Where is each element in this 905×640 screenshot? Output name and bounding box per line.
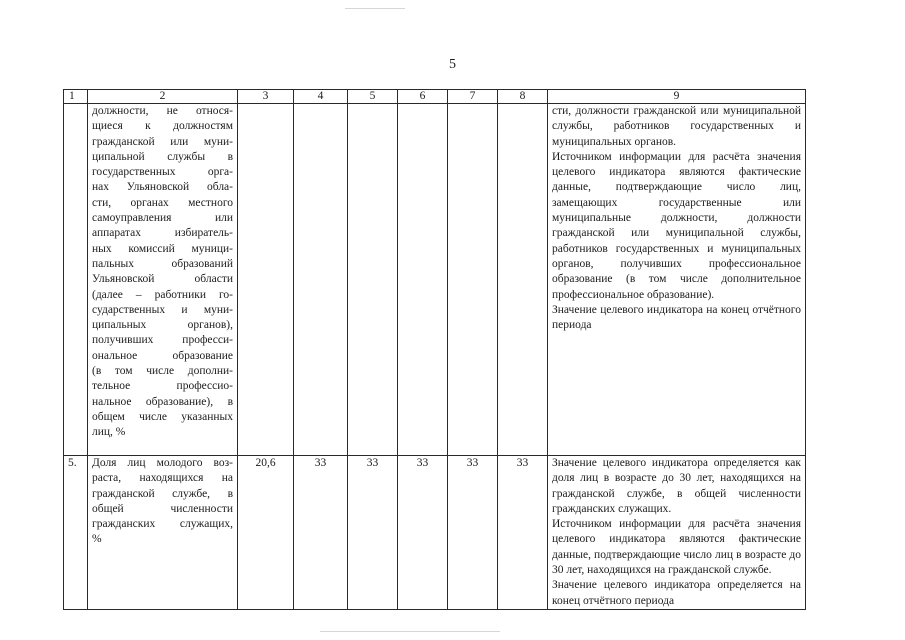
indicator-name-line: лиц, % — [92, 426, 126, 439]
description-paragraph: Значение целевого индикатора определяется на конец отчётного периода — [552, 579, 801, 607]
indicator-name-line: пальных образований — [92, 257, 233, 270]
indicator-name-line: ципальных органов), — [92, 319, 233, 332]
indicator-name-line: аппаратах избиратель- — [92, 227, 233, 240]
column-header: 1 — [64, 90, 88, 104]
value-cell: 33 — [448, 456, 498, 610]
indicator-name-line: щиеся к должностям — [92, 120, 233, 133]
indicator-name-line: сти, органах местного — [92, 196, 233, 209]
indicator-name-line: самоуправления или — [92, 212, 233, 225]
indicator-name-line: ональное образование — [92, 349, 233, 362]
description-paragraph: Источником информации для расчёта значения целевого индикатора являются фактические данные, подтверждающие число лиц, замещающих государственные или муниципальные должности, должности гражданской или муниципальной службы, работников государственных и муниципальных органов, получивших профессиональное образование (в том числе дополнительное профессиональное образование). — [552, 150, 801, 301]
indicator-name-line: гражданских служащих, — [92, 518, 233, 531]
indicator-name-line: тельное профессио- — [92, 380, 233, 393]
indicator-name-line: % — [92, 533, 102, 546]
description-cell — [548, 104, 806, 456]
value-cell: 33 — [348, 456, 398, 610]
indicator-name-line: (далее – работники го- — [92, 288, 233, 301]
description-paragraph: Значение целевого индикатора определяется как доля лиц в возрасте до 30 лет, находящихся на гражданской службе, в общей численности гражданских служащих. — [552, 457, 801, 515]
column-header: 4 — [294, 90, 348, 104]
indicator-name-line: ных комиссий муници- — [92, 242, 233, 255]
indicator-name — [92, 456, 233, 548]
column-header: 5 — [348, 90, 398, 104]
column-header: 3 — [238, 90, 294, 104]
value-cell — [498, 104, 548, 456]
value-cell: 33 — [498, 456, 548, 610]
table-row — [64, 456, 806, 610]
value-cell: 33 — [398, 456, 448, 610]
scan-artifact — [345, 8, 405, 9]
indicator-name-line: получивших професси- — [92, 334, 233, 347]
table-header-row — [64, 90, 806, 104]
value-cell — [294, 104, 348, 456]
indicator-name-cell — [88, 104, 238, 456]
description-paragraph: сти, должности гражданской или муниципальной службы, работников государственных и муниципальных органов. — [552, 105, 801, 148]
column-header: 2 — [88, 90, 238, 104]
value-cell — [238, 104, 294, 456]
page-number: 5 — [449, 57, 456, 72]
row-number: 5. — [64, 456, 88, 610]
description-cell — [548, 456, 806, 610]
indicator-table — [63, 89, 806, 610]
column-header: 8 — [498, 90, 548, 104]
value-cell — [448, 104, 498, 456]
value-cell: 20,6 — [238, 456, 294, 610]
column-header: 7 — [448, 90, 498, 104]
indicator-name-line: ципальной службы в — [92, 150, 233, 163]
value-cell — [348, 104, 398, 456]
scan-artifact — [320, 631, 500, 632]
indicator-name-line: гражданской службе, в — [92, 487, 233, 500]
indicator-name-line: гражданской или муни- — [92, 135, 233, 148]
indicator-name-line: нальное образование), в — [92, 395, 233, 408]
indicator-name-line: Доля лиц молодого воз- — [92, 457, 233, 469]
row-number — [64, 104, 88, 456]
column-header: 9 — [548, 90, 806, 104]
indicator-name-line: (в том числе дополни- — [92, 365, 233, 378]
indicator-name-line: государственных орга- — [92, 166, 233, 179]
indicator-name-line: сударственных и муни- — [92, 303, 233, 316]
indicator-name — [92, 104, 233, 441]
indicator-name-line: раста, находящихся на — [92, 472, 233, 485]
value-cell — [398, 104, 448, 456]
indicator-name-line: должности, не относя- — [92, 105, 233, 117]
indicator-name-line: общем числе указанных — [92, 410, 233, 423]
column-header: 6 — [398, 90, 448, 104]
indicator-name-line: общей численности — [92, 502, 233, 515]
table-row — [64, 104, 806, 456]
value-cell: 33 — [294, 456, 348, 610]
description-paragraph: Источником информации для расчёта значения целевого индикатора являются фактические данные, подтверждающие число лиц в возрасте до 30 лет, находящихся на гражданской службе. — [552, 518, 801, 577]
indicator-name-line: нах Ульяновской обла- — [92, 181, 233, 194]
indicator-name-line: Ульяновской области — [92, 273, 233, 286]
description-paragraph: Значение целевого индикатора на конец отчётного периода — [552, 303, 801, 332]
indicator-name-cell — [88, 456, 238, 610]
